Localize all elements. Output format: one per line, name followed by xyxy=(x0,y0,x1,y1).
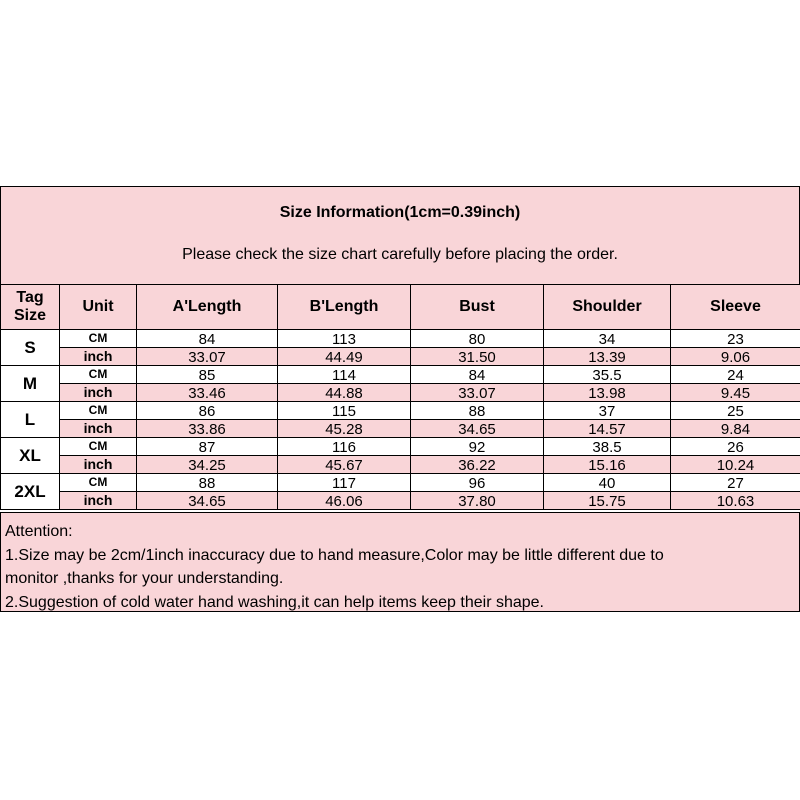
unit-cell: CM xyxy=(60,402,137,420)
value-cell: 13.98 xyxy=(544,384,671,402)
value-cell: 36.22 xyxy=(411,456,544,474)
value-cell: 116 xyxy=(278,438,411,456)
value-cell: 34.65 xyxy=(411,420,544,438)
value-cell: 24 xyxy=(671,366,800,384)
value-cell: 10.63 xyxy=(671,492,800,510)
table-row xyxy=(1,474,800,492)
value-cell: 23 xyxy=(671,330,800,348)
value-cell: 114 xyxy=(278,366,411,384)
table-row xyxy=(1,492,800,510)
attention-notes xyxy=(0,512,800,612)
value-cell: 117 xyxy=(278,474,411,492)
value-cell: 26 xyxy=(671,438,800,456)
value-cell: 9.84 xyxy=(671,420,800,438)
table-row xyxy=(1,402,800,420)
value-cell: 84 xyxy=(411,366,544,384)
value-cell: 10.24 xyxy=(671,456,800,474)
value-cell: 46.06 xyxy=(278,492,411,510)
value-cell: 15.16 xyxy=(544,456,671,474)
table-row xyxy=(1,348,800,366)
table-row xyxy=(1,366,800,384)
tag-size-label: Tag Size xyxy=(13,289,46,324)
value-cell: 87 xyxy=(137,438,278,456)
attention-line-2: 2.Suggestion of cold water hand washing,it can help items keep their shape. xyxy=(5,593,544,611)
table-header-row xyxy=(1,285,800,330)
size-chart xyxy=(0,186,800,612)
value-cell: 80 xyxy=(411,330,544,348)
value-cell: 33.07 xyxy=(411,384,544,402)
value-cell: 92 xyxy=(411,438,544,456)
chart-title: Size Information(1cm=0.39inch) xyxy=(279,204,521,221)
value-cell: 33.07 xyxy=(137,348,278,366)
value-cell: 85 xyxy=(137,366,278,384)
value-cell: 86 xyxy=(137,402,278,420)
value-cell: 14.57 xyxy=(544,420,671,438)
unit-cell: CM xyxy=(60,330,137,348)
value-cell: 25 xyxy=(671,402,800,420)
value-cell: 33.86 xyxy=(137,420,278,438)
chart-subtitle: Please check the size chart carefully before placing the order. xyxy=(182,246,618,263)
unit-cell: CM xyxy=(60,474,137,492)
value-cell: 38.5 xyxy=(544,438,671,456)
unit-cell: CM xyxy=(60,438,137,456)
value-cell: 33.46 xyxy=(137,384,278,402)
value-cell: 45.28 xyxy=(278,420,411,438)
attention-line-1: 1.Size may be 2cm/1inch inaccuracy due to hand measure,Color may be little different due to xyxy=(5,546,664,564)
attention-heading: Attention: xyxy=(5,523,73,540)
table-row xyxy=(1,438,800,456)
unit-cell: inch xyxy=(60,492,137,510)
value-cell: 88 xyxy=(137,474,278,492)
size-chart-header xyxy=(0,186,800,285)
col-header-bust: Bust xyxy=(411,285,544,330)
value-cell: 45.67 xyxy=(278,456,411,474)
unit-cell: inch xyxy=(60,420,137,438)
value-cell: 35.5 xyxy=(544,366,671,384)
value-cell: 31.50 xyxy=(411,348,544,366)
value-cell: 9.45 xyxy=(671,384,800,402)
value-cell: 113 xyxy=(278,330,411,348)
unit-cell: inch xyxy=(60,384,137,402)
size-label: S xyxy=(1,330,60,366)
value-cell: 34 xyxy=(544,330,671,348)
value-cell: 37 xyxy=(544,402,671,420)
value-cell: 96 xyxy=(411,474,544,492)
unit-cell: CM xyxy=(60,366,137,384)
value-cell: 15.75 xyxy=(544,492,671,510)
value-cell: 37.80 xyxy=(411,492,544,510)
value-cell: 34.25 xyxy=(137,456,278,474)
value-cell: 44.49 xyxy=(278,348,411,366)
value-cell: 9.06 xyxy=(671,348,800,366)
col-header-sleeve: Sleeve xyxy=(671,285,800,330)
col-header-shoulder: Shoulder xyxy=(544,285,671,330)
table-row xyxy=(1,456,800,474)
value-cell: 34.65 xyxy=(137,492,278,510)
value-cell: 40 xyxy=(544,474,671,492)
size-label: L xyxy=(1,402,60,438)
table-row xyxy=(1,384,800,402)
size-label: XL xyxy=(1,438,60,474)
value-cell: 13.39 xyxy=(544,348,671,366)
value-cell: 44.88 xyxy=(278,384,411,402)
table-row xyxy=(1,330,800,348)
unit-cell: inch xyxy=(60,456,137,474)
unit-cell: inch xyxy=(60,348,137,366)
size-label: 2XL xyxy=(1,474,60,510)
col-header-b-length: B'Length xyxy=(278,285,411,330)
value-cell: 88 xyxy=(411,402,544,420)
attention-line-1-continued: monitor ,thanks for your understanding. xyxy=(5,570,284,587)
size-label: M xyxy=(1,366,60,402)
col-header-a-length: A'Length xyxy=(137,285,278,330)
value-cell: 115 xyxy=(278,402,411,420)
value-cell: 84 xyxy=(137,330,278,348)
col-header-tag-size xyxy=(1,285,60,330)
size-table xyxy=(0,284,800,510)
table-row xyxy=(1,420,800,438)
value-cell: 27 xyxy=(671,474,800,492)
col-header-unit: Unit xyxy=(60,285,137,330)
